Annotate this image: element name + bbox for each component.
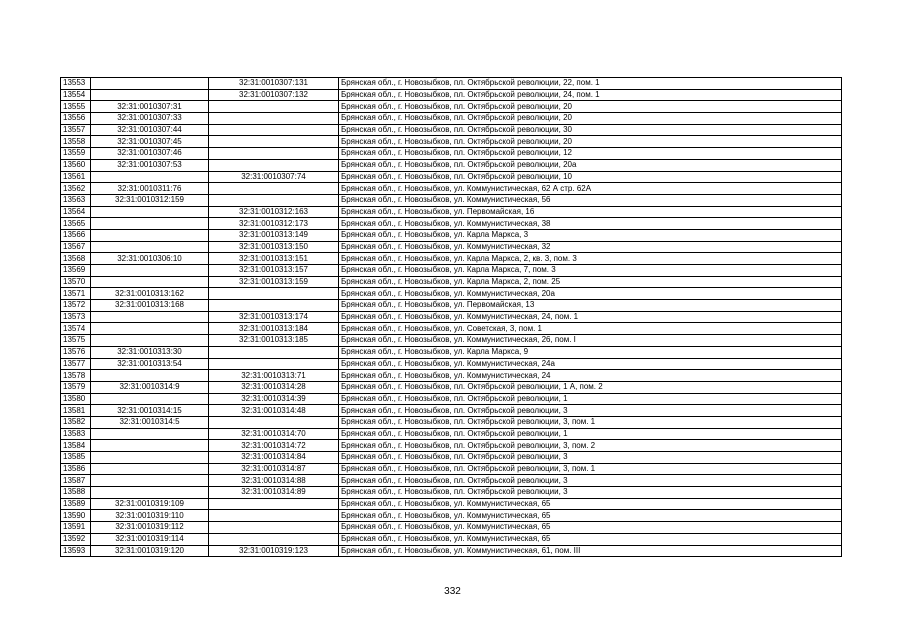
row-id-cell: 13568 (61, 253, 91, 265)
cadastral-number-b-cell: 32:31:0010313:150 (209, 241, 339, 253)
row-id-cell: 13575 (61, 335, 91, 347)
cadastral-number-b-cell (209, 148, 339, 160)
table-row (61, 416, 842, 428)
table-row (61, 183, 842, 195)
row-id-cell: 13584 (61, 440, 91, 452)
table-row (61, 300, 842, 312)
row-id-cell: 13587 (61, 475, 91, 487)
table-row (61, 148, 842, 160)
table-row (61, 533, 842, 545)
address-cell: Брянская обл., г. Новозыбков, ул. Коммунистическая, 61, пом. III (339, 545, 842, 557)
address-cell: Брянская обл., г. Новозыбков, ул. Коммунистическая, 24а (339, 358, 842, 370)
table-row (61, 253, 842, 265)
cadastral-number-a-cell (91, 323, 209, 335)
address-cell: Брянская обл., г. Новозыбков, пл. Октябрьской революции, 3, пом. 1 (339, 416, 842, 428)
row-id-cell: 13555 (61, 101, 91, 113)
row-id-cell: 13592 (61, 533, 91, 545)
cadastral-number-a-cell: 32:31:0010319:112 (91, 522, 209, 534)
row-id-cell: 13570 (61, 276, 91, 288)
row-id-cell: 13582 (61, 416, 91, 428)
cadastral-number-b-cell (209, 300, 339, 312)
address-cell: Брянская обл., г. Новозыбков, ул. Первомайская, 16 (339, 206, 842, 218)
address-cell: Брянская обл., г. Новозыбков, ул. Коммунистическая, 24, пом. 1 (339, 311, 842, 323)
table-row (61, 276, 842, 288)
cadastral-number-a-cell (91, 265, 209, 277)
address-cell: Брянская обл., г. Новозыбков, ул. Коммунистическая, 65 (339, 533, 842, 545)
cadastral-number-a-cell: 32:31:0010307:33 (91, 113, 209, 125)
cadastral-number-a-cell: 32:31:0010319:114 (91, 533, 209, 545)
cadastral-number-b-cell: 32:31:0010319:123 (209, 545, 339, 557)
cadastral-number-b-cell (209, 416, 339, 428)
table-row (61, 229, 842, 241)
address-cell: Брянская обл., г. Новозыбков, пл. Октябрьской революции, 3 (339, 475, 842, 487)
table-row (61, 463, 842, 475)
cadastral-number-b-cell: 32:31:0010314:70 (209, 428, 339, 440)
table-row (61, 241, 842, 253)
cadastral-number-b-cell: 32:31:0010313:185 (209, 335, 339, 347)
page-number: 332 (444, 586, 461, 597)
table-row (61, 265, 842, 277)
row-id-cell: 13581 (61, 405, 91, 417)
table-row (61, 440, 842, 452)
cadastral-number-a-cell (91, 276, 209, 288)
cadastral-number-b-cell (209, 113, 339, 125)
address-cell: Брянская обл., г. Новозыбков, ул. Коммунистическая, 65 (339, 522, 842, 534)
address-cell: Брянская обл., г. Новозыбков, пл. Октябрьской революции, 20 (339, 113, 842, 125)
row-id-cell: 13589 (61, 498, 91, 510)
table-row (61, 393, 842, 405)
cadastral-number-a-cell (91, 218, 209, 230)
cadastral-number-a-cell (91, 475, 209, 487)
table-row (61, 475, 842, 487)
table-row (61, 194, 842, 206)
table-row (61, 346, 842, 358)
row-id-cell: 13580 (61, 393, 91, 405)
cadastral-number-b-cell: 32:31:0010314:89 (209, 487, 339, 499)
cadastral-number-a-cell (91, 171, 209, 183)
cadastral-number-b-cell (209, 510, 339, 522)
row-id-cell: 13562 (61, 183, 91, 195)
cadastral-number-b-cell: 32:31:0010314:84 (209, 452, 339, 464)
address-cell: Брянская обл., г. Новозыбков, пл. Октябрьской революции, 3 (339, 487, 842, 499)
address-cell: Брянская обл., г. Новозыбков, пл. Октябрьской революции, 10 (339, 171, 842, 183)
address-cell: Брянская обл., г. Новозыбков, пл. Октябрьской революции, 20 (339, 136, 842, 148)
cadastral-number-b-cell (209, 346, 339, 358)
address-cell: Брянская обл., г. Новозыбков, пл. Октябрьской революции, 1 (339, 428, 842, 440)
row-id-cell: 13586 (61, 463, 91, 475)
table-row (61, 101, 842, 113)
cadastral-number-b-cell: 32:31:0010314:48 (209, 405, 339, 417)
cadastral-number-a-cell: 32:31:0010314:15 (91, 405, 209, 417)
row-id-cell: 13565 (61, 218, 91, 230)
cadastral-number-b-cell: 32:31:0010313:174 (209, 311, 339, 323)
row-id-cell: 13588 (61, 487, 91, 499)
table-row (61, 335, 842, 347)
address-cell: Брянская обл., г. Новозыбков, пл. Октябрьской революции, 12 (339, 148, 842, 160)
row-id-cell: 13576 (61, 346, 91, 358)
row-id-cell: 13563 (61, 194, 91, 206)
cadastral-number-a-cell: 32:31:0010319:109 (91, 498, 209, 510)
row-id-cell: 13558 (61, 136, 91, 148)
table-row (61, 323, 842, 335)
row-id-cell: 13578 (61, 370, 91, 382)
table-row (61, 113, 842, 125)
cadastral-number-a-cell (91, 428, 209, 440)
cadastral-number-a-cell (91, 335, 209, 347)
row-id-cell: 13593 (61, 545, 91, 557)
cadastral-number-a-cell (91, 241, 209, 253)
row-id-cell: 13579 (61, 381, 91, 393)
table-row (61, 159, 842, 171)
cadastral-number-b-cell (209, 159, 339, 171)
cadastral-number-b-cell: 32:31:0010314:39 (209, 393, 339, 405)
cadastral-number-a-cell: 32:31:0010313:168 (91, 300, 209, 312)
address-cell: Брянская обл., г. Новозыбков, пл. Октябрьской революции, 3 (339, 452, 842, 464)
registry-body (61, 78, 842, 557)
row-id-cell: 13573 (61, 311, 91, 323)
row-id-cell: 13572 (61, 300, 91, 312)
row-id-cell: 13571 (61, 288, 91, 300)
registry-table (60, 77, 842, 557)
row-id-cell: 13591 (61, 522, 91, 534)
address-cell: Брянская обл., г. Новозыбков, ул. Коммунистическая, 62 А стр. 62А (339, 183, 842, 195)
cadastral-number-b-cell: 32:31:0010314:28 (209, 381, 339, 393)
row-id-cell: 13559 (61, 148, 91, 160)
address-cell: Брянская обл., г. Новозыбков, пл. Октябрьской революции, 20а (339, 159, 842, 171)
address-cell: Брянская обл., г. Новозыбков, ул. Советская, 3, пом. 1 (339, 323, 842, 335)
address-cell: Брянская обл., г. Новозыбков, ул. Коммунистическая, 20а (339, 288, 842, 300)
cadastral-number-b-cell: 32:31:0010312:173 (209, 218, 339, 230)
cadastral-number-b-cell (209, 136, 339, 148)
cadastral-number-b-cell: 32:31:0010313:157 (209, 265, 339, 277)
address-cell: Брянская обл., г. Новозыбков, ул. Коммунистическая, 65 (339, 510, 842, 522)
table-row (61, 545, 842, 557)
cadastral-number-a-cell (91, 206, 209, 218)
address-cell: Брянская обл., г. Новозыбков, ул. Коммунистическая, 32 (339, 241, 842, 253)
cadastral-number-b-cell: 32:31:0010307:74 (209, 171, 339, 183)
row-id-cell: 13560 (61, 159, 91, 171)
cadastral-number-a-cell: 32:31:0010307:44 (91, 124, 209, 136)
address-cell: Брянская обл., г. Новозыбков, ул. Карла Маркса, 3 (339, 229, 842, 241)
table-row (61, 381, 842, 393)
cadastral-number-b-cell: 32:31:0010314:72 (209, 440, 339, 452)
table-row (61, 498, 842, 510)
cadastral-number-b-cell: 32:31:0010314:88 (209, 475, 339, 487)
address-cell: Брянская обл., г. Новозыбков, ул. Карла Маркса, 2, кв. 3, пом. 3 (339, 253, 842, 265)
cadastral-number-a-cell: 32:31:0010312:159 (91, 194, 209, 206)
address-cell: Брянская обл., г. Новозыбков, пл. Октябрьской революции, 1 (339, 393, 842, 405)
cadastral-number-b-cell: 32:31:0010313:71 (209, 370, 339, 382)
row-id-cell: 13585 (61, 452, 91, 464)
address-cell: Брянская обл., г. Новозыбков, пл. Октябрьской революции, 3, пом. 2 (339, 440, 842, 452)
table-row (61, 428, 842, 440)
address-cell: Брянская обл., г. Новозыбков, пл. Октябрьской революции, 22, пом. 1 (339, 78, 842, 90)
address-cell: Брянская обл., г. Новозыбков, пл. Октябрьской революции, 24, пом. 1 (339, 89, 842, 101)
address-cell: Брянская обл., г. Новозыбков, ул. Коммунистическая, 65 (339, 498, 842, 510)
cadastral-number-b-cell: 32:31:0010314:87 (209, 463, 339, 475)
cadastral-number-a-cell: 32:31:0010307:31 (91, 101, 209, 113)
cadastral-number-b-cell: 32:31:0010307:131 (209, 78, 339, 90)
table-row (61, 136, 842, 148)
address-cell: Брянская обл., г. Новозыбков, ул. Карла Маркса, 9 (339, 346, 842, 358)
table-row (61, 370, 842, 382)
cadastral-number-a-cell: 32:31:0010306:10 (91, 253, 209, 265)
table-row (61, 405, 842, 417)
cadastral-number-b-cell: 32:31:0010313:159 (209, 276, 339, 288)
cadastral-number-a-cell (91, 440, 209, 452)
row-id-cell: 13590 (61, 510, 91, 522)
row-id-cell: 13574 (61, 323, 91, 335)
cadastral-number-a-cell (91, 487, 209, 499)
table-row (61, 522, 842, 534)
cadastral-number-a-cell: 32:31:0010307:53 (91, 159, 209, 171)
cadastral-number-a-cell (91, 463, 209, 475)
cadastral-number-a-cell: 32:31:0010313:162 (91, 288, 209, 300)
row-id-cell: 13553 (61, 78, 91, 90)
cadastral-number-b-cell (209, 358, 339, 370)
table-row (61, 487, 842, 499)
row-id-cell: 13557 (61, 124, 91, 136)
row-id-cell: 13577 (61, 358, 91, 370)
address-cell: Брянская обл., г. Новозыбков, ул. Коммунистическая, 38 (339, 218, 842, 230)
cadastral-number-a-cell: 32:31:0010319:110 (91, 510, 209, 522)
cadastral-number-a-cell (91, 452, 209, 464)
cadastral-number-a-cell: 32:31:0010313:54 (91, 358, 209, 370)
cadastral-number-a-cell (91, 393, 209, 405)
table-row (61, 452, 842, 464)
table-row (61, 358, 842, 370)
cadastral-number-b-cell: 32:31:0010313:184 (209, 323, 339, 335)
row-id-cell: 13583 (61, 428, 91, 440)
row-id-cell: 13567 (61, 241, 91, 253)
cadastral-number-a-cell: 32:31:0010307:45 (91, 136, 209, 148)
cadastral-number-b-cell (209, 522, 339, 534)
address-cell: Брянская обл., г. Новозыбков, ул. Коммунистическая, 26, пом. I (339, 335, 842, 347)
row-id-cell: 13569 (61, 265, 91, 277)
cadastral-number-b-cell: 32:31:0010307:132 (209, 89, 339, 101)
address-cell: Брянская обл., г. Новозыбков, ул. Карла Маркса, 7, пом. 3 (339, 265, 842, 277)
address-cell: Брянская обл., г. Новозыбков, ул. Первомайская, 13 (339, 300, 842, 312)
row-id-cell: 13566 (61, 229, 91, 241)
cadastral-number-b-cell (209, 101, 339, 113)
address-cell: Брянская обл., г. Новозыбков, ул. Карла Маркса, 2, пом. 25 (339, 276, 842, 288)
cadastral-number-b-cell: 32:31:0010313:149 (209, 229, 339, 241)
address-cell: Брянская обл., г. Новозыбков, ул. Коммунистическая, 24 (339, 370, 842, 382)
cadastral-number-a-cell (91, 229, 209, 241)
cadastral-number-a-cell: 32:31:0010311:76 (91, 183, 209, 195)
cadastral-number-a-cell (91, 370, 209, 382)
table-row (61, 89, 842, 101)
cadastral-number-a-cell: 32:31:0010319:120 (91, 545, 209, 557)
address-cell: Брянская обл., г. Новозыбков, пл. Октябрьской революции, 1 А, пом. 2 (339, 381, 842, 393)
table-row (61, 206, 842, 218)
cadastral-number-a-cell: 32:31:0010313:30 (91, 346, 209, 358)
cadastral-number-b-cell (209, 194, 339, 206)
row-id-cell: 13554 (61, 89, 91, 101)
table-row (61, 124, 842, 136)
cadastral-number-b-cell (209, 183, 339, 195)
address-cell: Брянская обл., г. Новозыбков, пл. Октябрьской революции, 30 (339, 124, 842, 136)
table-row (61, 510, 842, 522)
cadastral-number-b-cell (209, 124, 339, 136)
cadastral-number-a-cell (91, 78, 209, 90)
address-cell: Брянская обл., г. Новозыбков, пл. Октябрьской революции, 3 (339, 405, 842, 417)
address-cell: Брянская обл., г. Новозыбков, пл. Октябрьской революции, 3, пом. 1 (339, 463, 842, 475)
cadastral-number-b-cell (209, 533, 339, 545)
cadastral-number-a-cell: 32:31:0010307:46 (91, 148, 209, 160)
address-cell: Брянская обл., г. Новозыбков, пл. Октябрьской революции, 20 (339, 101, 842, 113)
table-row (61, 288, 842, 300)
cadastral-number-b-cell: 32:31:0010313:151 (209, 253, 339, 265)
table-row (61, 78, 842, 90)
table-row (61, 218, 842, 230)
cadastral-number-a-cell: 32:31:0010314:9 (91, 381, 209, 393)
address-cell: Брянская обл., г. Новозыбков, ул. Коммунистическая, 56 (339, 194, 842, 206)
table-row (61, 311, 842, 323)
cadastral-number-a-cell: 32:31:0010314:5 (91, 416, 209, 428)
cadastral-number-b-cell: 32:31:0010312:163 (209, 206, 339, 218)
cadastral-number-b-cell (209, 288, 339, 300)
row-id-cell: 13556 (61, 113, 91, 125)
row-id-cell: 13561 (61, 171, 91, 183)
cadastral-number-a-cell (91, 89, 209, 101)
cadastral-number-a-cell (91, 311, 209, 323)
table-row (61, 171, 842, 183)
cadastral-number-b-cell (209, 498, 339, 510)
row-id-cell: 13564 (61, 206, 91, 218)
